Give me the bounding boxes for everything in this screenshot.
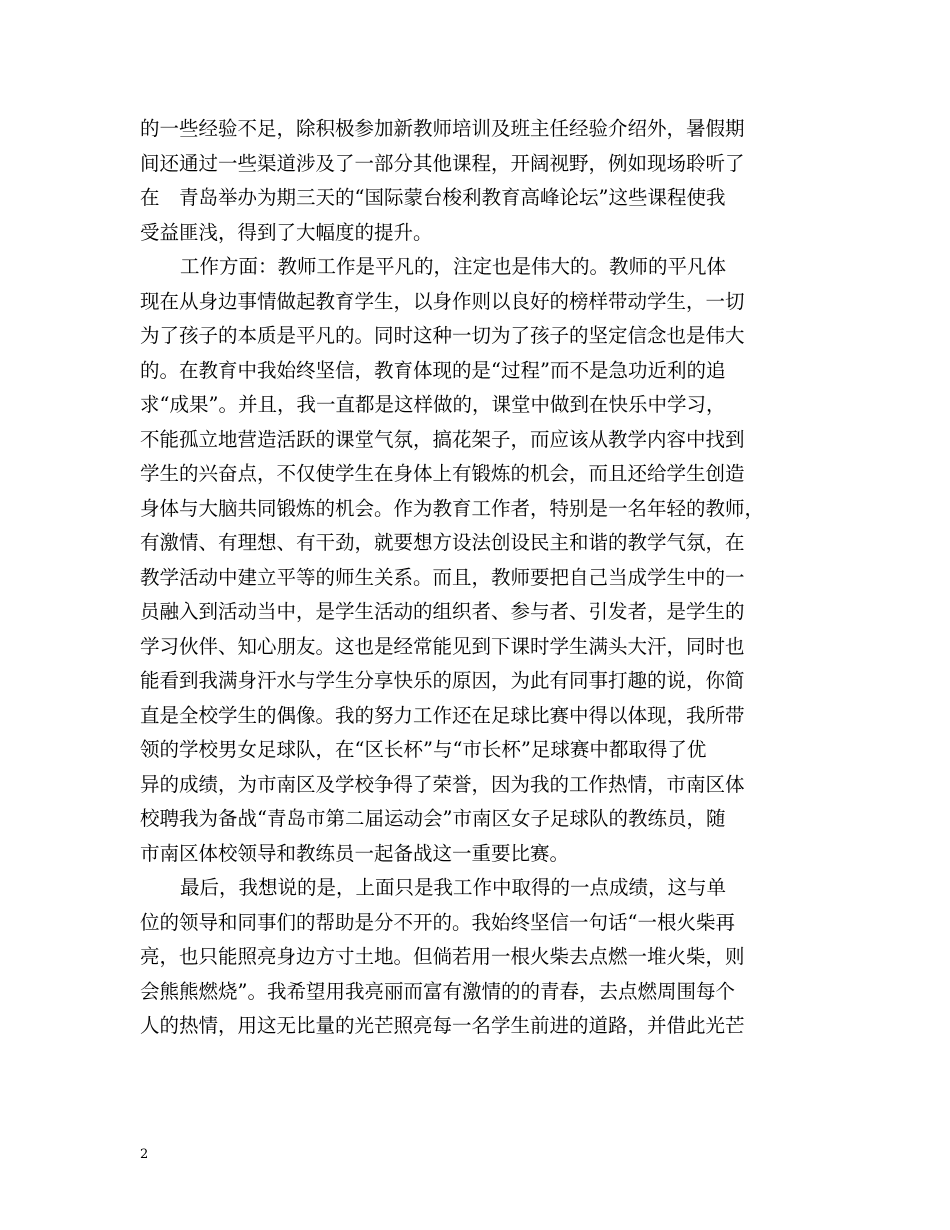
paragraph-first-line: 最后，我想说的是，上面只是我工作中取得的一点成绩，这与单	[180, 876, 727, 899]
text-line: 的一些经验不足，除积极参加新教师培训及班主任经验介绍外，暑假期	[140, 117, 745, 140]
text-line: 会熊熊燃烧”。我希望用我亮丽而富有激情的的青春，去点燃周围每个	[140, 979, 735, 1003]
paragraph-first-line: 工作方面：教师工作是平凡的，注定也是伟大的。教师的平凡体	[180, 255, 727, 278]
text-line: 校聘我为备战“青岛市第二届运动会”市南区女子足球队的教练员，随	[140, 807, 726, 830]
text-line: 学生的兴奋点，不仅使学生在身体上有锻炼的机会，而且还给学生创造	[140, 462, 745, 485]
text-line: 位的领导和同事们的帮助是分不开的。我始终坚信一句话“一根火柴再	[140, 910, 735, 934]
text-line: 身体与大脑共同锻炼的机会。作为教育工作者，特别是一名年轻的教师，	[140, 496, 765, 520]
text-line: 不能孤立地营造活跃的课堂气氛，搞花架子，而应该从教学内容中找到	[140, 427, 745, 451]
text-line: 学习伙伴、知心朋友。这也是经常能见到下课时学生满头大汗，同时也	[140, 634, 745, 658]
text-line: 在 青岛举办为期三天的“国际蒙台梭利教育高峰论坛”这些课程使我	[140, 186, 726, 209]
text-line: 市南区体校领导和教练员一起备战这一重要比赛。	[140, 841, 570, 865]
text-line: 领的学校男女足球队，在“区长杯”与“市长杯”足球赛中都取得了优	[140, 738, 707, 761]
text-line: 员融入到活动当中，是学生活动的组织者、参与者、引发者，是学生的	[140, 600, 745, 623]
text-line: 有激情、有理想、有干劲，就要想方设法创设民主和谐的教学气氛，在	[140, 531, 745, 554]
text-line: 能看到我满身汗水与学生分享快乐的原因，为此有同事打趣的说，你简	[140, 669, 745, 692]
text-line: 亮，也只能照亮身边方寸土地。但倘若用一根火柴去点燃一堆火柴，则	[140, 945, 745, 968]
text-line: 为了孩子的本质是平凡的。同时这种一切为了孩子的坚定信念也是伟大	[140, 324, 745, 347]
text-line: 求“成果”。并且，我一直都是这样做的，课堂中做到在快乐中学习，	[140, 393, 726, 416]
text-line: 教学活动中建立平等的师生关系。而且，教师要把自己当成学生中的一	[140, 565, 745, 589]
text-line: 间还通过一些渠道涉及了一部分其他课程，开阔视野，例如现场聆听了	[140, 151, 745, 175]
page-number: 2	[140, 1147, 149, 1162]
body-text	[140, 112, 820, 1044]
text-line: 人的热情，用这无比量的光芒照亮每一名学生前进的道路，并借此光芒	[140, 1014, 745, 1037]
text-line: 的。在教育中我始终坚信，教育体现的是“过程”而不是急功近利的追	[140, 358, 726, 382]
text-line: 异的成绩，为市南区及学校争得了荣誉，因为我的工作热情，市南区体	[140, 772, 745, 796]
text-line: 直是全校学生的偶像。我的努力工作还在足球比赛中得以体现，我所带	[140, 703, 745, 727]
text-line: 受益匪浅，得到了大幅度的提升。	[140, 220, 433, 244]
text-line: 现在从身边事情做起教育学生，以身作则以良好的榜样带动学生，一切	[140, 289, 745, 313]
